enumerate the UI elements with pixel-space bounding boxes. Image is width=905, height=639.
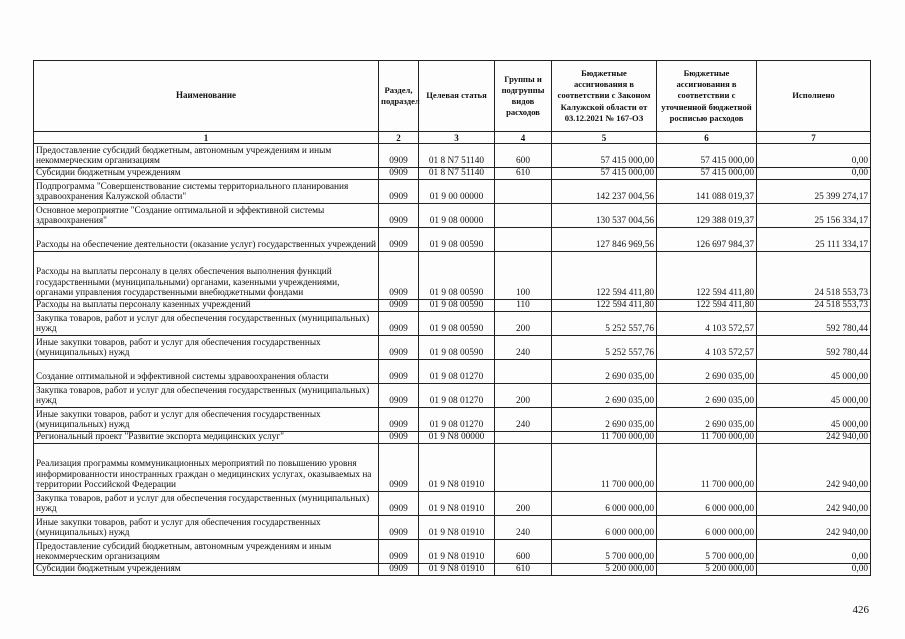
table-row: [34, 408, 871, 432]
cell-section: 0909: [379, 432, 419, 444]
cell-refined: 122 594 411,80: [657, 252, 757, 300]
table-row: [34, 492, 871, 516]
cell-name: Подпрограмма "Совершенствование системы территориального планирования здравоохранения Калужской области": [34, 180, 379, 204]
cell-executed: 24 518 553,73: [757, 300, 871, 312]
cell-target: 01 9 N8 01910: [419, 516, 495, 540]
cell-refined: 2 690 035,00: [657, 408, 757, 432]
cell-name: Расходы на выплаты персоналу в целях обеспечения выполнения функций государственными (муниципальными) органами, казенными учреждениями, органами управления государственными внебюджетными фондами: [34, 252, 379, 300]
page-number: 426: [852, 604, 869, 616]
header-refined: Бюджетные ассигнования в соответствии с уточненной бюджетной росписью расходов: [657, 61, 757, 132]
cell-section: 0909: [379, 144, 419, 168]
cell-section: 0909: [379, 168, 419, 180]
cell-section: 0909: [379, 444, 419, 492]
cell-executed: 25 156 334,17: [757, 204, 871, 228]
column-number: 4: [495, 132, 552, 144]
cell-executed: 242 940,00: [757, 432, 871, 444]
column-number: 6: [657, 132, 757, 144]
cell-name: Предоставление субсидий бюджетным, автономным учреждениям и иным некоммерческим организациям: [34, 540, 379, 564]
cell-refined: 57 415 000,00: [657, 168, 757, 180]
cell-section: 0909: [379, 408, 419, 432]
table-body: [34, 144, 871, 576]
cell-section: 0909: [379, 252, 419, 300]
cell-law: 5 200 000,00: [552, 564, 657, 576]
cell-target: 01 9 08 01270: [419, 384, 495, 408]
cell-law: 2 690 035,00: [552, 408, 657, 432]
cell-target: 01 9 08 00590: [419, 228, 495, 252]
cell-law: 5 252 557,76: [552, 312, 657, 336]
cell-executed: 24 518 553,73: [757, 252, 871, 300]
table-row: [34, 336, 871, 360]
cell-target: 01 8 N7 51140: [419, 144, 495, 168]
cell-executed: 25 111 334,17: [757, 228, 871, 252]
cell-refined: 6 000 000,00: [657, 492, 757, 516]
cell-executed: 45 000,00: [757, 408, 871, 432]
cell-target: 01 9 N8 01910: [419, 444, 495, 492]
cell-name: Предоставление субсидий бюджетным, автономным учреждениям и иным некоммерческим организациям: [34, 144, 379, 168]
cell-law: 6 000 000,00: [552, 492, 657, 516]
table-row: [34, 144, 871, 168]
cell-group: 100: [495, 252, 552, 300]
cell-name: Основное мероприятие "Создание оптимальной и эффективной системы здравоохранения": [34, 204, 379, 228]
cell-law: 11 700 000,00: [552, 432, 657, 444]
cell-law: 122 594 411,80: [552, 300, 657, 312]
header-section: Раздел, подраздел: [379, 61, 419, 132]
cell-executed: 592 780,44: [757, 336, 871, 360]
table-row: [34, 516, 871, 540]
cell-section: 0909: [379, 360, 419, 384]
cell-group: 240: [495, 408, 552, 432]
cell-group: [495, 432, 552, 444]
cell-refined: 141 088 019,37: [657, 180, 757, 204]
cell-law: 5 700 000,00: [552, 540, 657, 564]
cell-refined: 126 697 984,37: [657, 228, 757, 252]
table-row: [34, 360, 871, 384]
header-executed: Исполнено: [757, 61, 871, 132]
table-row: [34, 540, 871, 564]
table-row: [34, 564, 871, 576]
column-number: 3: [419, 132, 495, 144]
cell-executed: 0,00: [757, 144, 871, 168]
cell-refined: 129 388 019,37: [657, 204, 757, 228]
table-row: [34, 300, 871, 312]
table-row: [34, 168, 871, 180]
cell-executed: 0,00: [757, 564, 871, 576]
cell-target: 01 9 N8 01910: [419, 540, 495, 564]
cell-section: 0909: [379, 180, 419, 204]
table-row: [34, 252, 871, 300]
cell-target: 01 9 08 00590: [419, 252, 495, 300]
cell-refined: 5 200 000,00: [657, 564, 757, 576]
cell-law: 5 252 557,76: [552, 336, 657, 360]
budget-table-container: [33, 60, 870, 576]
cell-group: [495, 360, 552, 384]
cell-group: 240: [495, 516, 552, 540]
column-number: 2: [379, 132, 419, 144]
cell-executed: 0,00: [757, 168, 871, 180]
table-row: [34, 180, 871, 204]
cell-target: 01 8 N7 51140: [419, 168, 495, 180]
cell-group: 600: [495, 540, 552, 564]
cell-refined: 11 700 000,00: [657, 444, 757, 492]
cell-refined: 6 000 000,00: [657, 516, 757, 540]
cell-target: 01 9 00 00000: [419, 180, 495, 204]
cell-section: 0909: [379, 516, 419, 540]
cell-group: [495, 180, 552, 204]
table-row: [34, 432, 871, 444]
cell-group: 240: [495, 336, 552, 360]
cell-executed: 45 000,00: [757, 360, 871, 384]
cell-executed: 25 399 274,17: [757, 180, 871, 204]
column-number: 1: [34, 132, 379, 144]
table-row: [34, 312, 871, 336]
cell-target: 01 9 08 01270: [419, 408, 495, 432]
cell-refined: 57 415 000,00: [657, 144, 757, 168]
cell-name: Расходы на выплаты персоналу казенных учреждений: [34, 300, 379, 312]
cell-group: [495, 444, 552, 492]
cell-law: 57 415 000,00: [552, 168, 657, 180]
header-row: [34, 61, 871, 132]
cell-law: 130 537 004,56: [552, 204, 657, 228]
cell-section: 0909: [379, 312, 419, 336]
cell-section: 0909: [379, 300, 419, 312]
cell-section: 0909: [379, 336, 419, 360]
cell-name: Субсидии бюджетным учреждениям: [34, 168, 379, 180]
table-row: [34, 228, 871, 252]
cell-law: 2 690 035,00: [552, 360, 657, 384]
cell-section: 0909: [379, 204, 419, 228]
header-name: Наименование: [34, 61, 379, 132]
cell-group: 200: [495, 384, 552, 408]
cell-name: Закупка товаров, работ и услуг для обеспечения государственных (муниципальных) нужд: [34, 492, 379, 516]
cell-refined: 11 700 000,00: [657, 432, 757, 444]
cell-name: Иные закупки товаров, работ и услуг для обеспечения государственных (муниципальных) нужд: [34, 516, 379, 540]
cell-refined: 4 103 572,57: [657, 312, 757, 336]
header-law: Бюджетные ассигнования в соответствии с Законом Калужской области от 03.12.2021 № 167-ОЗ: [552, 61, 657, 132]
cell-name: Создание оптимальной и эффективной системы здравоохранения области: [34, 360, 379, 384]
cell-group: 610: [495, 564, 552, 576]
cell-target: 01 9 08 00590: [419, 312, 495, 336]
cell-refined: 2 690 035,00: [657, 360, 757, 384]
cell-law: 127 846 969,56: [552, 228, 657, 252]
cell-group: 610: [495, 168, 552, 180]
cell-law: 57 415 000,00: [552, 144, 657, 168]
cell-section: 0909: [379, 540, 419, 564]
cell-name: Региональный проект "Развитие экспорта медицинских услуг": [34, 432, 379, 444]
cell-target: 01 9 N8 01910: [419, 492, 495, 516]
cell-executed: 0,00: [757, 540, 871, 564]
cell-executed: 242 940,00: [757, 516, 871, 540]
cell-executed: 45 000,00: [757, 384, 871, 408]
cell-executed: 242 940,00: [757, 444, 871, 492]
cell-group: [495, 204, 552, 228]
cell-law: 2 690 035,00: [552, 384, 657, 408]
cell-name: Расходы на обеспечение деятельности (оказание услуг) государственных учреждений: [34, 228, 379, 252]
cell-target: 01 9 08 00590: [419, 336, 495, 360]
header-target: Целевая статья: [419, 61, 495, 132]
cell-law: 6 000 000,00: [552, 516, 657, 540]
cell-law: 122 594 411,80: [552, 252, 657, 300]
cell-name: Реализация программы коммуникационных мероприятий по повышению уровня информированности иностранных граждан о медицинских услугах, оказываемых на территории Российской Федерации: [34, 444, 379, 492]
cell-name: Иные закупки товаров, работ и услуг для обеспечения государственных (муниципальных) нужд: [34, 408, 379, 432]
cell-name: Закупка товаров, работ и услуг для обеспечения государственных (муниципальных) нужд: [34, 384, 379, 408]
cell-target: 01 9 N8 00000: [419, 432, 495, 444]
cell-refined: 5 700 000,00: [657, 540, 757, 564]
cell-name: Закупка товаров, работ и услуг для обеспечения государственных (муниципальных) нужд: [34, 312, 379, 336]
cell-target: 01 9 08 00000: [419, 204, 495, 228]
column-number: 5: [552, 132, 657, 144]
cell-law: 142 237 004,56: [552, 180, 657, 204]
column-number: 7: [757, 132, 871, 144]
cell-executed: 592 780,44: [757, 312, 871, 336]
cell-target: 01 9 08 01270: [419, 360, 495, 384]
cell-group: 200: [495, 492, 552, 516]
cell-group: 110: [495, 300, 552, 312]
cell-section: 0909: [379, 228, 419, 252]
cell-group: 600: [495, 144, 552, 168]
cell-target: 01 9 08 00590: [419, 300, 495, 312]
cell-refined: 122 594 411,80: [657, 300, 757, 312]
table-row: [34, 384, 871, 408]
table-row: [34, 204, 871, 228]
cell-group: [495, 228, 552, 252]
cell-section: 0909: [379, 564, 419, 576]
cell-name: Иные закупки товаров, работ и услуг для обеспечения государственных (муниципальных) нужд: [34, 336, 379, 360]
cell-refined: 2 690 035,00: [657, 384, 757, 408]
header-groups: Группы и подгруппы видов расходов: [495, 61, 552, 132]
cell-name: Субсидии бюджетным учреждениям: [34, 564, 379, 576]
budget-table: [33, 60, 871, 576]
cell-executed: 242 940,00: [757, 492, 871, 516]
column-number-row: [34, 132, 871, 144]
cell-section: 0909: [379, 492, 419, 516]
cell-section: 0909: [379, 384, 419, 408]
cell-group: 200: [495, 312, 552, 336]
cell-target: 01 9 N8 01910: [419, 564, 495, 576]
table-row: [34, 444, 871, 492]
cell-law: 11 700 000,00: [552, 444, 657, 492]
cell-refined: 4 103 572,57: [657, 336, 757, 360]
